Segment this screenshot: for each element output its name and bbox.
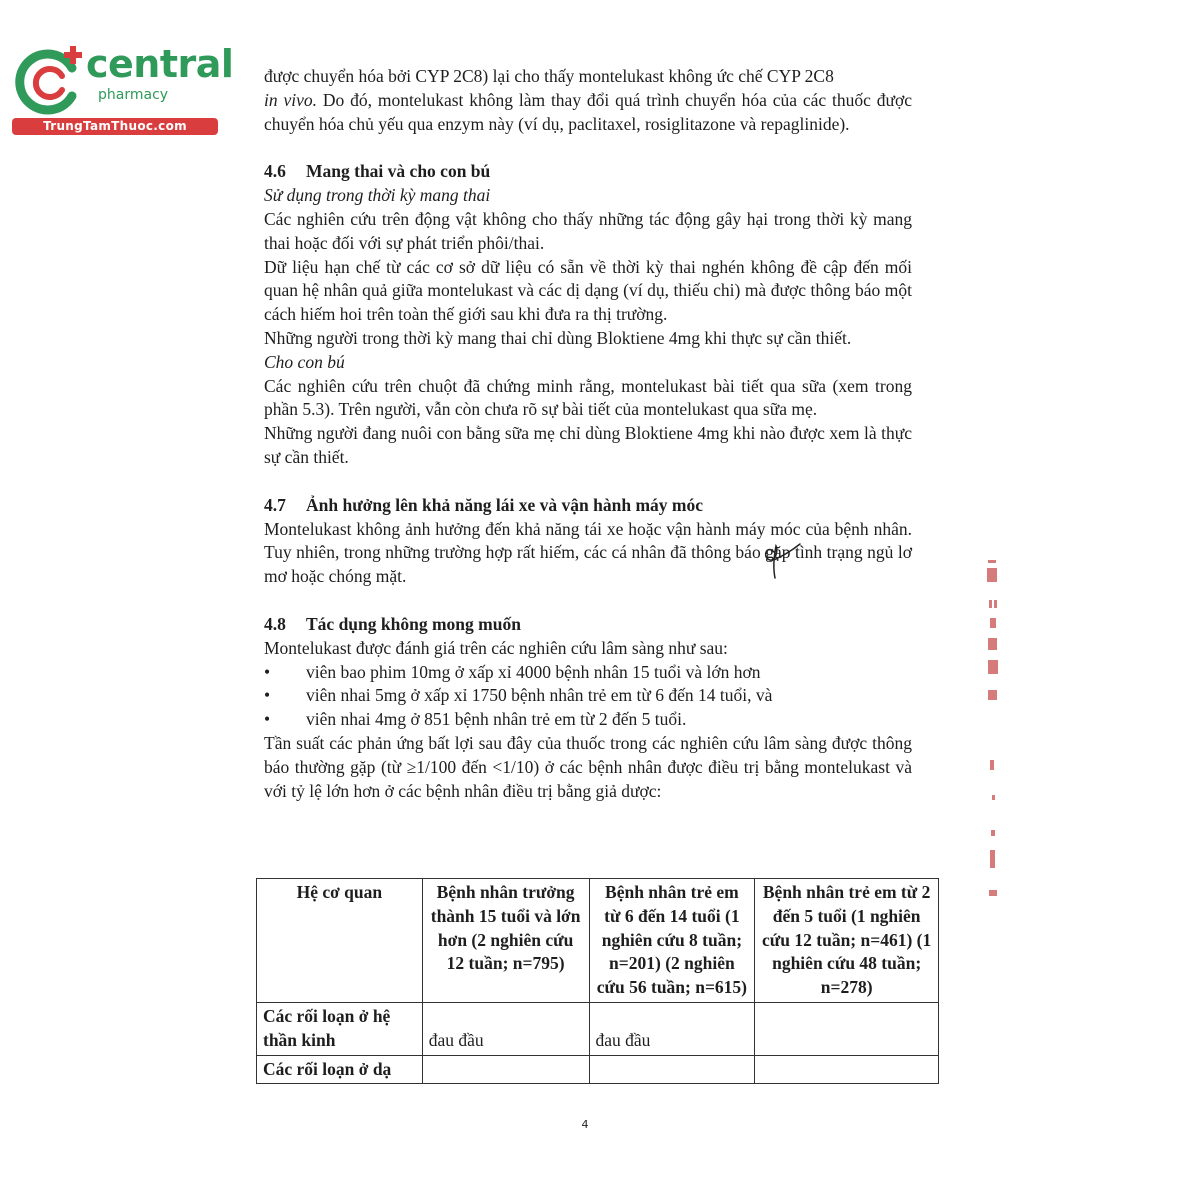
organ-system-cell: Các rối loạn ở hệ thần kinh xyxy=(257,1002,423,1055)
document-body xyxy=(264,65,912,803)
intro-line-1: được chuyển hóa bởi CYP 2C8) lại cho thấy montelukast không ức chế CYP 2C8 xyxy=(264,66,834,86)
header-children-2-5: Bệnh nhân trẻ em từ 2 đến 5 tuổi (1 nghiên cứu 12 tuần; n=461) (1 nghiên cứu 48 tuần; n=278) xyxy=(755,879,939,1003)
header-adults: Bệnh nhân trưởng thành 15 tuổi và lớn hơn (2 nghiên cứu 12 tuần; n=795) xyxy=(422,879,589,1003)
section-number: 4.6 xyxy=(264,161,286,182)
signature-icon xyxy=(760,538,810,584)
header-organ-system: Hệ cơ quan xyxy=(257,879,423,1003)
paragraph: Những người trong thời kỳ mang thai chỉ dùng Bloktiene 4mg khi thực sự cần thiết. xyxy=(264,327,852,348)
table-cell xyxy=(422,1055,589,1084)
bullet-icon: • xyxy=(264,661,271,682)
subheading-breastfeeding: Cho con bú xyxy=(264,351,345,372)
table-cell xyxy=(755,1002,939,1055)
page-number: 4 xyxy=(581,1118,589,1131)
section-4-7-heading xyxy=(264,494,912,518)
logo-mark-icon xyxy=(10,40,90,118)
paragraph: Các nghiên cứu trên chuột đã chứng minh rằng, montelukast bài tiết qua sữa (xem trong phần 5.3). Trên người, vẫn còn chưa rõ sự bài tiết của montelukast qua sữa mẹ. xyxy=(264,375,912,420)
list-item: • viên nhai 5mg ở xấp xỉ 1750 bệnh nhân trẻ em từ 6 đến 14 tuổi, và xyxy=(264,684,912,708)
logo-website: TrungTamThuoc.com xyxy=(12,118,218,135)
paragraph: Dữ liệu hạn chế từ các cơ sở dữ liệu có sẵn về thời kỳ thai nghén không đề cập đến mối quan hệ nhân quả giữa montelukast và các dị dạng (ví dụ, thiếu chi) mà được thông báo một cách hiếm hoi trên toàn thế giới sau khi đưa ra thị trường. xyxy=(264,256,912,325)
table-cell: đau đầu xyxy=(589,1002,755,1055)
paragraph: Montelukast không ảnh hưởng đến khả năng tái xe hoặc vận hành máy móc của bệnh nhân. Tuy nhiên, trong những trường hợp rất hiếm, các cá nhân đã thông báo gặp tình trạng ngủ lơ mơ hoặc chóng mặt. xyxy=(264,518,912,587)
in-vivo-text: in vivo. xyxy=(264,89,317,110)
table-row xyxy=(257,1002,939,1055)
table-row xyxy=(257,1055,939,1084)
section-title: Tác dụng không mong muốn xyxy=(306,613,521,634)
bullet-icon: • xyxy=(264,709,271,730)
paragraph: Montelukast được đánh giá trên các nghiên cứu lâm sàng như sau: xyxy=(264,637,728,658)
section-4-8-heading xyxy=(264,613,912,637)
table-cell: đau đầu xyxy=(422,1002,589,1055)
organ-system-cell: Các rối loạn ở dạ xyxy=(257,1055,423,1084)
study-list xyxy=(264,661,912,732)
logo-name: central xyxy=(86,42,234,86)
logo-subtitle: pharmacy xyxy=(98,87,169,103)
section-4-6-heading xyxy=(264,160,912,184)
section-number: 4.7 xyxy=(264,494,286,515)
intro-rest: Do đó, montelukast không làm thay đổi quá trình chuyển hóa của các thuốc được chuyển hóa chủ yếu qua enzym này (ví dụ, paclitaxel, rosiglitazone và repaglinide). xyxy=(264,89,912,134)
table-cell xyxy=(589,1055,755,1084)
subheading-pregnancy: Sử dụng trong thời kỳ mang thai xyxy=(264,185,491,206)
table-cell xyxy=(755,1055,939,1084)
paragraph: Những người đang nuôi con bằng sữa mẹ chỉ dùng Bloktiene 4mg khi nào được xem là thực sự cần thiết. xyxy=(264,423,912,467)
paragraph: Tần suất các phản ứng bất lợi sau đây của thuốc trong các nghiên cứu lâm sàng được thông báo thường gặp (từ ≥1/100 đến <1/10) ở các bệnh nhân được điều trị bằng montelukast và với tỷ lệ lớn hơn ở các bệnh nhân điều trị bằng giả dược: xyxy=(264,732,912,801)
intro-paragraph xyxy=(264,65,912,136)
section-title: Mang thai và cho con bú xyxy=(306,161,491,182)
header-children-6-14: Bệnh nhân trẻ em từ 6 đến 14 tuổi (1 nghiên cứu 8 tuần; n=201) (2 nghiên cứu 56 tuần; n=615) xyxy=(589,879,755,1003)
paragraph: Các nghiên cứu trên động vật không cho thấy những tác động gây hại trong thời kỳ mang thai hoặc đối với sự phát triển phôi/thai. xyxy=(264,208,912,253)
list-item: • viên bao phim 10mg ở xấp xỉ 4000 bệnh nhân 15 tuổi và lớn hơn xyxy=(264,661,912,685)
adverse-reactions-table xyxy=(256,878,939,1084)
section-title: Ảnh hưởng lên khả năng lái xe và vận hành máy móc xyxy=(306,494,704,515)
stamp-mark-icon xyxy=(984,560,1002,910)
pharmacy-logo xyxy=(10,40,234,136)
table-header-row xyxy=(257,879,939,1003)
list-item: • viên nhai 4mg ở 851 bệnh nhân trẻ em từ 2 đến 5 tuổi. xyxy=(264,708,912,732)
section-number: 4.8 xyxy=(264,613,286,634)
bullet-icon: • xyxy=(264,685,271,706)
